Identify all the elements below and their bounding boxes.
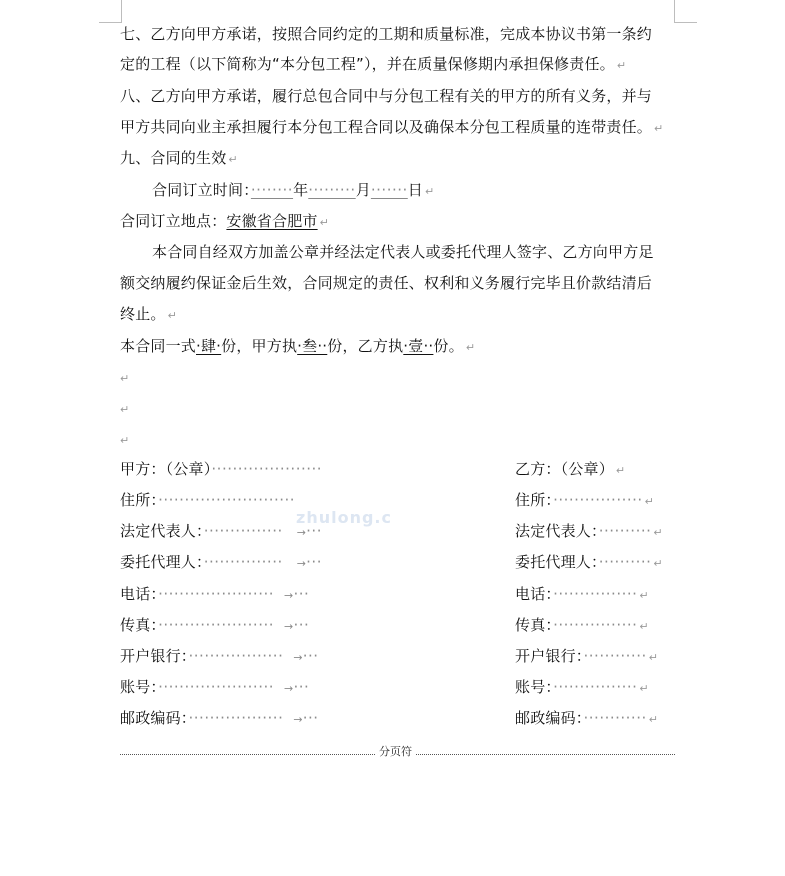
- tab-mark-icon: →: [284, 620, 294, 633]
- clause-9-heading: 九、合同的生效 ↵: [120, 149, 238, 167]
- party-b-address-label: 住所：: [515, 491, 554, 509]
- party-b-postcode-label: 邮政编码：: [515, 709, 584, 727]
- effect-line-2: 额交纳履约保证金后生效，合同规定的责任、权利和义务履行完毕且价款结清后: [120, 274, 653, 292]
- paragraph-mark-icon: ↵: [639, 620, 649, 633]
- paragraph-mark-icon: ↵: [319, 216, 330, 229]
- sign-place-line: 合同订立地点：安徽省合肥市 ↵: [120, 212, 330, 230]
- day-blank: ·······: [370, 181, 408, 199]
- clause-7-line-2: 定的工程（以下简称为“本分包工程”），并在质量保修期内承担保修责任。 ↵: [120, 55, 627, 73]
- tab-mark-icon: →: [296, 526, 307, 539]
- sign-place-value: 安徽省合肥市: [226, 212, 318, 230]
- party-b-bank-label: 开户银行：: [515, 647, 584, 665]
- copies-party-b: ·壹··: [403, 337, 434, 355]
- party-b-agent-label: 委托代理人：: [515, 553, 599, 571]
- copies-total: ·肆·: [196, 337, 222, 355]
- party-a-phone-label: 电话：: [120, 585, 159, 603]
- party-a-agent-label: 委托代理人：: [120, 553, 204, 571]
- signature-row-account: 账号：······················ →··· 账号：················ ↵: [120, 678, 649, 696]
- page-break-label: 分页符: [376, 745, 415, 759]
- empty-paragraph-mark-icon: ↵: [120, 372, 130, 385]
- watermark: zhulong.c: [296, 508, 392, 527]
- party-b-fax-label: 传真：: [515, 616, 554, 634]
- year-blank: ········: [250, 181, 294, 199]
- paragraph-mark-icon: ↵: [644, 495, 655, 508]
- effect-line-1: 本合同自经双方加盖公章并经法定代表人或委托代理人签字、乙方向甲方足: [152, 243, 654, 261]
- signature-row-address: 住所：·························· 住所：················· ↵: [120, 491, 655, 509]
- party-b-legal-rep-label: 法定代表人：: [515, 522, 599, 540]
- party-a-title: 甲方：（公章）: [120, 460, 212, 478]
- signature-row-legal-rep: 法定代表人：··············· →··· 法定代表人：·········· ↵: [120, 522, 663, 540]
- empty-paragraph-mark-icon: ↵: [120, 403, 130, 416]
- party-a-postcode-label: 邮政编码：: [120, 709, 189, 727]
- party-a-legal-rep-label: 法定代表人：: [120, 522, 204, 540]
- paragraph-mark-icon: ↵: [639, 682, 649, 695]
- party-b-account-label: 账号：: [515, 678, 554, 696]
- paragraph-mark-icon: ↵: [648, 713, 659, 726]
- paragraph-mark-icon: ↵: [639, 589, 649, 602]
- empty-paragraph-mark-icon: ↵: [120, 434, 130, 447]
- signature-row-title: 甲方：（公章）····················· 乙方：（公章） ↵: [120, 460, 626, 478]
- party-a-account-label: 账号：: [120, 678, 159, 696]
- effect-line-3: 终止。 ↵: [120, 305, 178, 323]
- copies-line: 本合同一式·肆·份，甲方执·叁··份，乙方执·壹··份。 ↵: [120, 337, 476, 355]
- page-corner-mark-right: [674, 0, 697, 23]
- party-a-fax-label: 传真：: [120, 616, 159, 634]
- paragraph-mark-icon: ↵: [653, 557, 663, 570]
- paragraph-mark-icon: ↵: [424, 185, 435, 198]
- clause-8-line-2: 甲方共同向业主承担履行本分包工程合同以及确保本分包工程质量的连带责任。 ↵: [120, 118, 664, 136]
- paragraph-mark-icon: ↵: [465, 341, 476, 354]
- tab-mark-icon: →: [284, 589, 294, 602]
- paragraph-mark-icon: ↵: [616, 59, 627, 72]
- page-corner-mark-left: [99, 0, 122, 23]
- signature-row-bank: 开户银行：·················· →··· 开户银行：············ ↵: [120, 647, 659, 665]
- paragraph-mark-icon: ↵: [653, 526, 663, 539]
- clause-7-line-1: 七、乙方向甲方承诺，按照合同约定的工期和质量标准，完成本协议书第一条约: [120, 25, 653, 43]
- tab-mark-icon: →: [293, 713, 303, 726]
- paragraph-mark-icon: ↵: [648, 651, 659, 664]
- signature-row-phone: 电话：······················ →··· 电话：················ ↵: [120, 585, 649, 603]
- sign-date-line: 合同订立时间：········年·········月·······日 ↵: [152, 181, 435, 199]
- signature-row-fax: 传真：······················ →··· 传真：················ ↵: [120, 616, 649, 634]
- clause-8-line-1: 八、乙方向甲方承诺，履行总包合同中与分包工程有关的甲方的所有义务，并与: [120, 87, 653, 105]
- party-b-phone-label: 电话：: [515, 585, 554, 603]
- paragraph-mark-icon: ↵: [228, 153, 238, 166]
- signature-row-postcode: 邮政编码：·················· →··· 邮政编码：············ ↵: [120, 709, 659, 727]
- paragraph-mark-icon: ↵: [654, 122, 664, 135]
- tab-mark-icon: →: [293, 651, 303, 664]
- tab-mark-icon: →: [296, 557, 307, 570]
- party-a-bank-label: 开户银行：: [120, 647, 189, 665]
- copies-party-a: ·叁··: [297, 337, 328, 355]
- signature-row-agent: 委托代理人：··············· →··· 委托代理人：·········· ↵: [120, 553, 663, 571]
- paragraph-mark-icon: ↵: [167, 309, 178, 322]
- month-blank: ·········: [308, 181, 356, 199]
- tab-mark-icon: →: [284, 682, 294, 695]
- party-b-title: 乙方：（公章）: [515, 460, 614, 478]
- party-a-address-label: 住所：: [120, 491, 159, 509]
- paragraph-mark-icon: ↵: [615, 464, 626, 477]
